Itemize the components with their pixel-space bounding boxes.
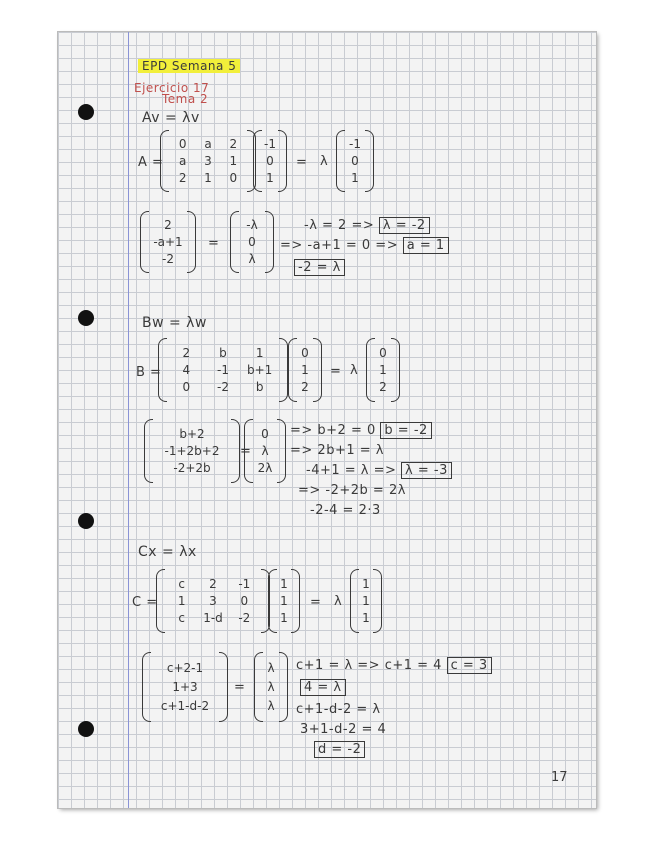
lambda-symbol: λ	[334, 594, 343, 609]
equals-sign: =	[208, 236, 220, 251]
vector-lhs-a: 2 -a+1 -2	[150, 217, 186, 267]
equals-sign: =	[234, 680, 246, 695]
vector-lhs-b: b+2 -1+2b+2 -2+2b	[154, 425, 230, 477]
equation-c: Cx = λx	[138, 544, 197, 560]
vector-rhs-a: -λ 0 λ	[240, 217, 264, 267]
margin-line	[128, 32, 129, 808]
matrix-c-label: C =	[132, 595, 158, 610]
equals-sign: =	[330, 364, 342, 379]
equals-sign: =	[296, 155, 308, 170]
step-c1: c+1 = λ => c+1 = 4 c = 3	[296, 658, 492, 673]
exercise-label: Ejercicio 17	[134, 81, 210, 95]
step-c4: 3+1-d-2 = 4	[300, 722, 387, 737]
step-c5	[314, 742, 365, 757]
page-title: EPD Semana 5	[138, 59, 240, 74]
vector-rhs-c: λ λ λ	[264, 658, 278, 716]
matrix-a-label: A =	[138, 155, 164, 170]
vector-x-rhs: 1 1 1	[360, 575, 372, 627]
matrix-c: c 2 -1 1 3 0 c 1-d -2	[166, 575, 260, 627]
result-box: λ = -3	[401, 462, 452, 479]
equation-b: Bw = λw	[142, 315, 207, 331]
topic-label: Tema 2	[162, 92, 209, 106]
equals-sign: =	[310, 595, 322, 610]
vector-v: -1 0 1	[264, 137, 276, 185]
result-box: λ = -2	[379, 217, 430, 234]
punch-hole	[78, 721, 94, 737]
equals-sign: =	[240, 444, 252, 459]
step-b3: -4+1 = λ => λ = -3	[306, 463, 452, 478]
step-a3	[294, 260, 345, 275]
step-c3: c+1-d-2 = λ	[296, 702, 381, 717]
page-number: 17	[551, 770, 568, 785]
equation-a: Av = λv	[142, 110, 200, 126]
step-c2	[300, 680, 346, 695]
lambda-symbol: λ	[320, 154, 329, 169]
step-a1: -λ = 2 => λ = -2	[304, 218, 430, 233]
result-box: 4 = λ	[300, 679, 346, 696]
vector-v-rhs: -1 0 1	[346, 136, 364, 186]
result-box: d = -2	[314, 741, 365, 758]
lambda-symbol: λ	[350, 363, 359, 378]
result-box: a = 1	[403, 237, 449, 254]
matrix-b-label: B =	[136, 365, 162, 380]
step-b4: => -2+2b = 2λ	[298, 483, 406, 498]
result-box: b = -2	[380, 422, 431, 439]
step-b2: => 2b+1 = λ	[290, 443, 384, 458]
step-b1: => b+2 = 0 b = -2	[290, 423, 432, 438]
punch-hole	[78, 310, 94, 326]
vector-x: 1 1 1	[278, 575, 290, 627]
result-box: -2 = λ	[294, 259, 345, 276]
punch-hole	[78, 104, 94, 120]
step-a2: => -a+1 = 0 => a = 1	[280, 238, 449, 253]
matrix-b: 2 b 1 4 -1 b+1 0 -2 b	[168, 344, 278, 396]
step-b5: -2-4 = 2·3	[310, 503, 381, 518]
vector-lhs-c: c+2-1 1+3 c+1-d-2	[152, 658, 218, 716]
vector-w: 0 1 2	[298, 344, 312, 396]
notebook-page	[58, 32, 596, 808]
matrix-a: 0 a 2 a 3 1 2 1 0	[170, 136, 246, 186]
result-box: c = 3	[447, 657, 492, 674]
punch-hole	[78, 513, 94, 529]
vector-w-rhs: 0 1 2	[376, 344, 390, 396]
vector-rhs-b: 0 λ 2λ	[254, 425, 276, 477]
